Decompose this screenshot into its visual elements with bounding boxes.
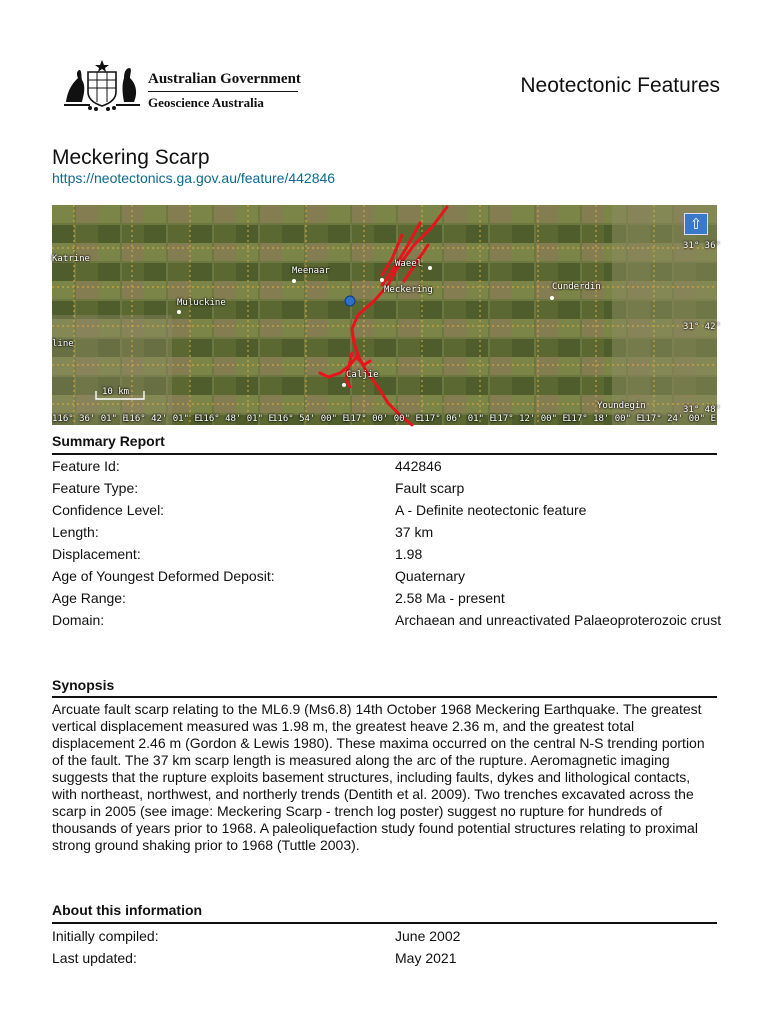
about-divider (52, 922, 717, 924)
map-place-label: Meckering (384, 285, 433, 295)
place-marker (550, 296, 554, 300)
about-heading: About this information (52, 902, 203, 918)
map-place-label: Cunderdin (552, 282, 601, 292)
scale-bar-label: 10 km (102, 387, 130, 397)
longitude-label: 117° 18' 00" E (566, 414, 642, 424)
place-marker (342, 383, 346, 387)
summary-value: A - Definite neotectonic feature (395, 502, 587, 518)
longitude-label: 117° 00' 00" E (345, 414, 421, 424)
longitude-label: 117° 06' 01" E (419, 414, 495, 424)
summary-key: Feature Type: (52, 480, 139, 496)
map-place-label: line (52, 339, 74, 349)
summary-key: Feature Id: (52, 458, 120, 474)
summary-value: 2.58 Ma - present (395, 590, 505, 606)
summary-divider (52, 453, 717, 455)
summary-key: Age of Youngest Deformed Deposit: (52, 568, 275, 584)
org-line-1: Australian Government (148, 71, 301, 87)
synopsis-divider (52, 696, 717, 698)
map-place-label: Meenaar (292, 266, 330, 276)
place-marker (292, 279, 296, 283)
about-key: Last updated: (52, 950, 137, 966)
longitude-label: 117° 24' 00" E (640, 414, 716, 424)
map-place-label: Muluckine (177, 298, 226, 308)
latitude-label: 31° 36' (683, 241, 721, 251)
map-place-label: Caljie (346, 370, 379, 380)
feature-link[interactable]: https://neotectonics.ga.gov.au/feature/442846 (52, 170, 336, 186)
summary-key: Displacement: (52, 546, 141, 562)
summary-key: Age Range: (52, 590, 126, 606)
about-value: May 2021 (395, 950, 457, 966)
org-divider (148, 91, 298, 92)
page-header (60, 58, 720, 118)
map-up-arrow-button[interactable]: ⇧ (684, 213, 708, 235)
summary-key: Confidence Level: (52, 502, 165, 518)
summary-value: Archaean and unreactivated Palaeoproterozoic crust (395, 612, 722, 628)
synopsis-heading: Synopsis (52, 677, 115, 693)
longitude-label: 116° 36' 01" E (52, 414, 128, 424)
longitude-label: 116° 42' 01" E (124, 414, 200, 424)
latitude-label: 31° 48' (683, 405, 721, 415)
longitude-label: 116° 54' 00" E (272, 414, 348, 424)
summary-value: 37 km (395, 524, 434, 540)
map-place-label: Katrine (52, 254, 90, 264)
latitude-label: 31° 42' (683, 322, 721, 332)
place-marker (428, 266, 432, 270)
longitude-label: 117° 12' 00" E (492, 414, 568, 424)
feature-map[interactable] (52, 205, 721, 425)
summary-value: 1.98 (395, 546, 423, 562)
summary-key: Length: (52, 524, 99, 540)
map-imagery (52, 205, 717, 425)
map-place-label: Waeel (395, 259, 423, 269)
place-marker (380, 278, 384, 282)
organisation-name (148, 70, 301, 111)
summary-heading: Summary Report (52, 433, 165, 449)
summary-value: 442846 (395, 458, 442, 474)
summary-key: Domain: (52, 612, 105, 628)
org-line-2: Geoscience Australia (148, 95, 264, 110)
place-marker (177, 310, 181, 314)
coat-of-arms-logo (60, 58, 144, 112)
longitude-label: 116° 48' 01" E (198, 414, 274, 424)
synopsis-text: Arcuate fault scarp relating to the ML6.9 (Ms6.8) 14th October 1968 Meckering Earthquake. The greatest vertical displacement measured was 1.98 m, the greatest heave 2.36 m, and the greatest total displacement 2.46 m (Gordon & Lewis 1980). These maxima occurred on the central N-S trending portion of the fault. The 37 km scarp length is measured along the arc of the rupture. Aeromagnetic imaging suggests that the rupture exploits basement structures, including faults, dykes and lithological contacts, with northeast, northwest, and northerly trends (Dentith et al. 2009). Two trenches excavated across the scarp in 2005 (see image: Meckering Scarp - trench log poster) suggest no rupture for hundreds of thousands of years prior to 1968. A paleoliquefaction study found potential structures relating to proximal strong ground shaking prior to 1968 (Tuttle 2003). (52, 701, 705, 853)
map-place-label: Youndegin (597, 401, 646, 411)
feature-title: Meckering Scarp (52, 146, 210, 169)
about-key: Initially compiled: (52, 928, 159, 944)
summary-value: Fault scarp (395, 480, 465, 496)
document-type: Neotectonic Features (520, 74, 720, 97)
summary-value: Quaternary (395, 568, 466, 584)
about-value: June 2002 (395, 928, 461, 944)
